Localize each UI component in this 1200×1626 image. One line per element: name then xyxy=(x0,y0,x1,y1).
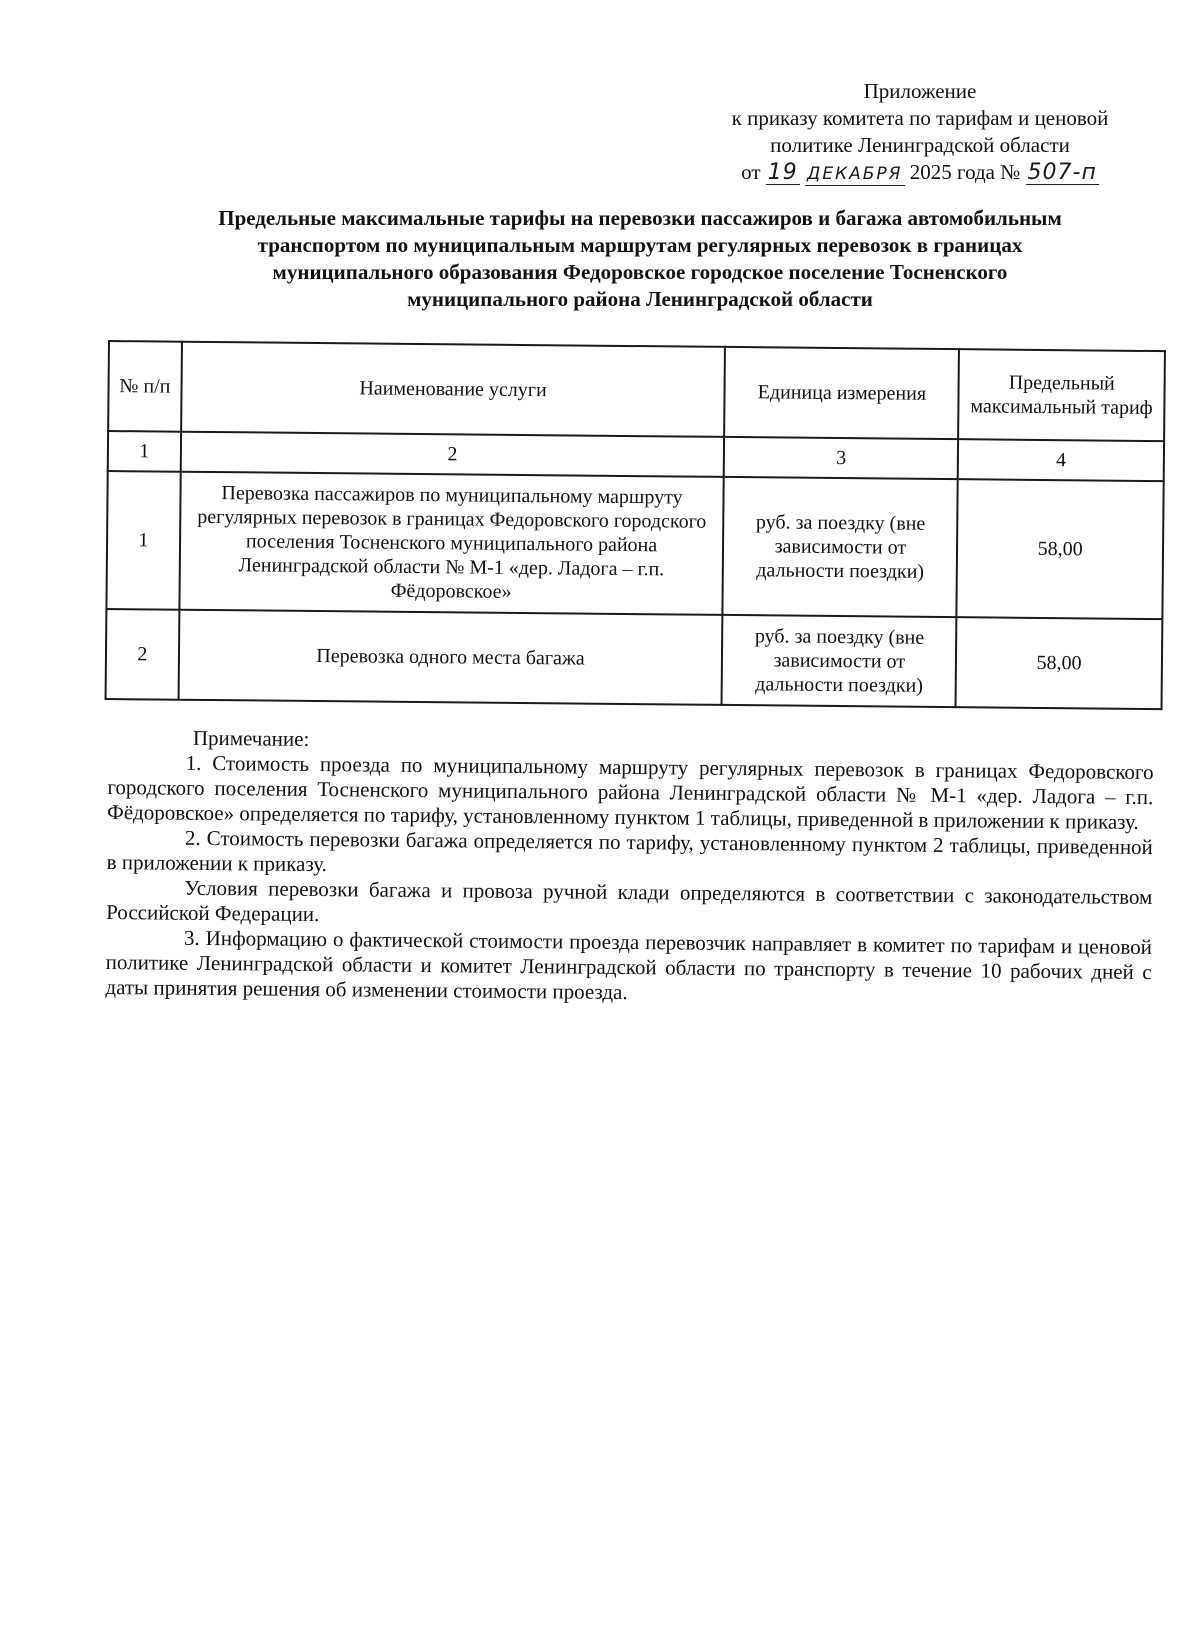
column-number: 2 xyxy=(180,432,724,477)
column-number: 3 xyxy=(724,437,958,479)
title-line: транспортом по муниципальным маршрутам регулярных перевозок в границах xyxy=(257,233,1023,257)
order-reference-line: политике Ленинградской области xyxy=(770,133,1070,157)
column-number: 4 xyxy=(958,439,1164,481)
table-row xyxy=(106,471,1163,619)
note-paragraph: Условия перевозки багажа и провоза ручной клади определяются в соответствии с законодательством Российской Федерации. xyxy=(106,875,1153,927)
unit-of-measure: руб. за поездку (вне зависимости от дальности поездки) xyxy=(722,615,957,707)
row-number: 2 xyxy=(106,609,180,700)
header-cell-unit: Единица измерения xyxy=(724,347,959,439)
service-name: Перевозка пассажиров по муниципальному маршруту регулярных перевозок в границах Федоровского городского поселения Тосненского муниципального района Ленинградской области № М-1 «дер. Ладога – г.п. Фёдоровское» xyxy=(179,472,724,615)
column-number: 1 xyxy=(108,431,181,472)
table-header-row xyxy=(108,341,1165,441)
service-name: Перевозка одного места багажа xyxy=(178,610,723,705)
appendix-header xyxy=(690,78,1150,186)
document-title xyxy=(130,205,1150,313)
title-line: муниципального образования Федоровское городское поселение Тосненского xyxy=(272,260,1008,284)
handwritten-month: ДЕКАБРЯ xyxy=(807,164,903,184)
note-paragraph: 2. Стоимость перевозки багажа определяется по тарифу, установленному пунктом 2 таблицы, приведенной в приложении к приказу. xyxy=(106,825,1153,877)
notes-title: Примечание: xyxy=(192,725,310,751)
title-line: муниципального района Ленинградской области xyxy=(407,287,873,311)
note-paragraph: 3. Информацию о фактической стоимости проезда перевозчик направляет в комитет по тарифам и ценовой политике Ленинградской области и комитет Ленинградской области по транспорту в течение 10 рабочих дней с даты принятия решения об изменении стоимости проезда. xyxy=(105,925,1153,1005)
order-reference-line: к приказу комитета по тарифам и ценовой xyxy=(731,106,1109,130)
tariff-table xyxy=(105,340,1166,710)
order-date-line xyxy=(690,159,1150,186)
title-line: Предельные максимальные тарифы на перевозки пассажиров и багажа автомобильным xyxy=(218,206,1062,230)
header-cell-tariff: Предельный максимальный тариф xyxy=(958,349,1165,441)
header-cell-number: № п/п xyxy=(108,341,182,432)
date-prefix: от xyxy=(741,160,761,184)
year-text: 2025 года № xyxy=(909,160,1021,184)
notes-section xyxy=(105,725,1154,1010)
handwritten-order-number: 507-п xyxy=(1027,160,1097,185)
tariff-value: 58,00 xyxy=(957,479,1164,619)
appendix-label: Приложение xyxy=(863,79,977,103)
tariff-value: 58,00 xyxy=(956,617,1163,709)
header-cell-service: Наименование услуги xyxy=(181,342,726,437)
handwritten-day: 19 xyxy=(767,160,798,185)
row-number: 1 xyxy=(106,471,180,610)
note-paragraph: 1. Стоимость проезда по муниципальному маршруту регулярных перевозок в границах Федоровского городского поселения Тосненского муниципального района Ленинградской области № М-1 «дер. Ладога – г.п. Фёдоровское» определяется по тарифу, установленному пунктом 1 таблицы, приведенной в приложении к приказу. xyxy=(107,750,1154,834)
table-row xyxy=(106,609,1163,709)
unit-of-measure: руб. за поездку (вне зависимости от дальности поездки) xyxy=(723,477,958,617)
